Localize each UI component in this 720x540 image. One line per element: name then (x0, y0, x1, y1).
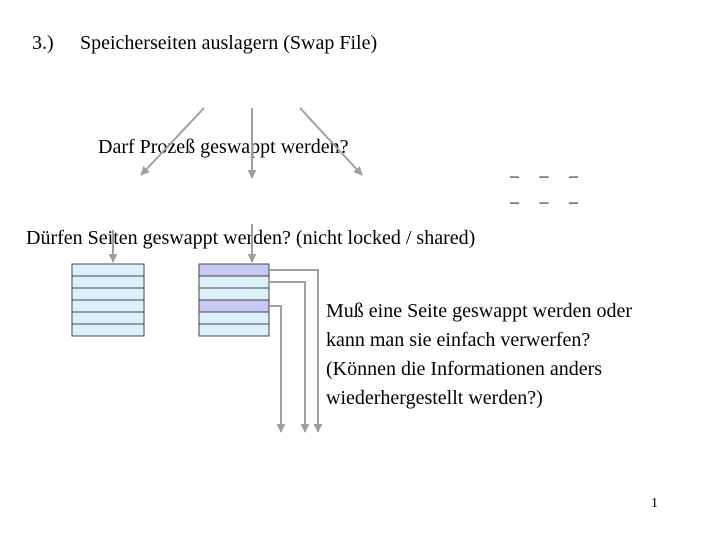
slide-number-label: 3.) (32, 32, 54, 54)
fan-arrows (141, 108, 362, 178)
fan-arrow-left (141, 108, 204, 175)
question-discard-line-4: wiederhergestellt werden?) (326, 387, 543, 409)
dash-row-1: _ _ _ (510, 159, 586, 179)
question-discard-line-2: kann man sie einfach verwerfen? (326, 329, 591, 351)
swap-arrow-1 (269, 270, 318, 432)
page-table-arrows (113, 224, 252, 262)
slide-title: Speicherseiten auslagern (Swap File) (80, 32, 378, 54)
question-process-swappable: Darf Prozeß geswappt werden? (98, 136, 349, 158)
fan-arrow-right (300, 108, 362, 175)
page-table-a (72, 264, 144, 336)
page-number: 1 (651, 496, 658, 511)
swap-arrow-3 (269, 306, 281, 432)
swap-arrows (269, 270, 318, 432)
question-pages-swappable: Dürfen Seiten geswappt werden? (nicht locked / shared) (26, 227, 476, 249)
question-discard-line-3: (Können die Informationen anders (326, 358, 603, 380)
dash-row-2: _ _ _ (510, 185, 586, 205)
page-table-b (199, 264, 269, 336)
question-discard-line-1: Muß eine Seite geswappt werden oder (326, 300, 633, 322)
swap-arrow-2 (269, 282, 305, 432)
